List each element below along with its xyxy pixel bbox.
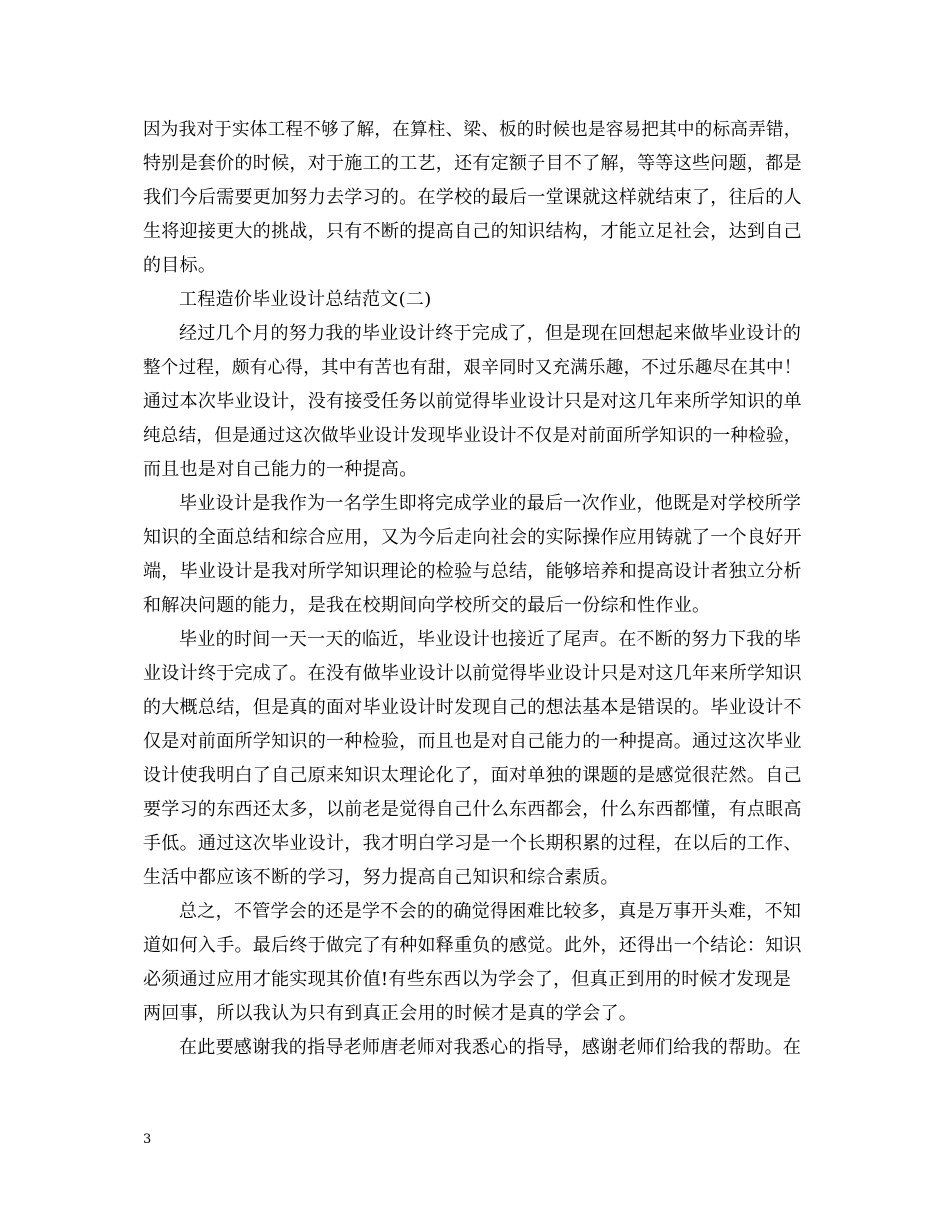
- text-line: 设计使我明白了自己原来知识太理论化了，面对单独的课题的是感觉很茫然。自己: [143, 765, 802, 786]
- text-line: 生活中都应该不断的学习，努力提高自己知识和综合素质。: [143, 867, 619, 888]
- text-line: 的目标。: [143, 255, 217, 276]
- text-line: 要学习的东西还太多，以前老是觉得自己什么东西都会，什么东西都懂，有点眼高: [143, 799, 802, 820]
- text-line: 两回事，所以我认为只有到真正会用的时候才是真的学会了。: [143, 1003, 638, 1024]
- text-line: 业设计终于完成了。在没有做毕业设计以前觉得毕业设计只是对这几年来所学知识: [143, 663, 802, 684]
- text-line: 知识的全面总结和综合应用，又为今后走向社会的实际操作应用铸就了一个良好开: [143, 527, 802, 548]
- text-line: 特别是套价的时候，对于施工的工艺，还有定额子目不了解，等等这些问题，都是: [143, 153, 802, 174]
- paragraph-first-line: 工程造价毕业设计总结范文(二): [179, 289, 432, 310]
- text-line: 和解决问题的能力，是我在校期间向学校所交的最后一份综和性作业。: [143, 595, 711, 616]
- paragraph-first-line: 经过几个月的努力我的毕业设计终于完成了，但是现在回想起来做毕业设计的: [179, 323, 802, 344]
- paragraph-first-line: 毕业的时间一天一天的临近，毕业设计也接近了尾声。在不断的努力下我的毕: [179, 629, 802, 650]
- body-text: [143, 113, 809, 1065]
- text-line: 通过本次毕业设计，没有接受任务以前觉得毕业设计只是对这几年来所学知识的单: [143, 391, 802, 412]
- text-line: 的大概总结，但是真的面对毕业设计时发现自己的想法基本是错误的。毕业设计不: [143, 697, 802, 718]
- text-line: 仅是对前面所学知识的一种检验，而且也是对自己能力的一种提高。通过这次毕业: [143, 731, 802, 752]
- text-line: 因为我对于实体工程不够了解，在算柱、梁、板的时候也是容易把其中的标高弄错，: [143, 120, 802, 140]
- paragraph-first-line: 在此要感谢我的指导老师唐老师对我悉心的指导，感谢老师们给我的帮助。在: [179, 1037, 802, 1058]
- text-line: 纯总结，但是通过这次做毕业设计发现毕业设计不仅是对前面所学知识的一种检验，: [143, 426, 802, 446]
- text-line: 整个过程，颇有心得，其中有苦也有甜，艰辛同时又充满乐趣，不过乐趣尽在其中！: [143, 358, 802, 378]
- text-line: 生将迎接更大的挑战，只有不断的提高自己的知识结构，才能立足社会，达到自己: [143, 221, 802, 242]
- text-line: 而且也是对自己能力的一种提高。: [143, 459, 418, 480]
- text-line: 我们今后需要更加努力去学习的。在学校的最后一堂课就这样就结束了，往后的人: [143, 187, 802, 208]
- text-line: 必须通过应用才能实现其价值!有些东西以为学会了，但真正到用的时候才发现是: [143, 969, 792, 990]
- paragraph-first-line: 毕业设计是我作为一名学生即将完成学业的最后一次作业，他既是对学校所学: [179, 493, 802, 514]
- text-line: 端，毕业设计是我对所学知识理论的检验与总结，能够培养和提高设计者独立分析: [143, 561, 802, 582]
- text-line: 手低。通过这次毕业设计，我才明白学习是一个长期积累的过程，在以后的工作、: [143, 833, 802, 854]
- text-line: 道如何入手。最后终于做完了有种如释重负的感觉。此外，还得出一个结论：知识: [143, 935, 802, 956]
- page-number: 3: [143, 1132, 152, 1147]
- paragraph-first-line: 总之，不管学会的还是学不会的的确觉得困难比较多，真是万事开头难，不知: [179, 901, 802, 922]
